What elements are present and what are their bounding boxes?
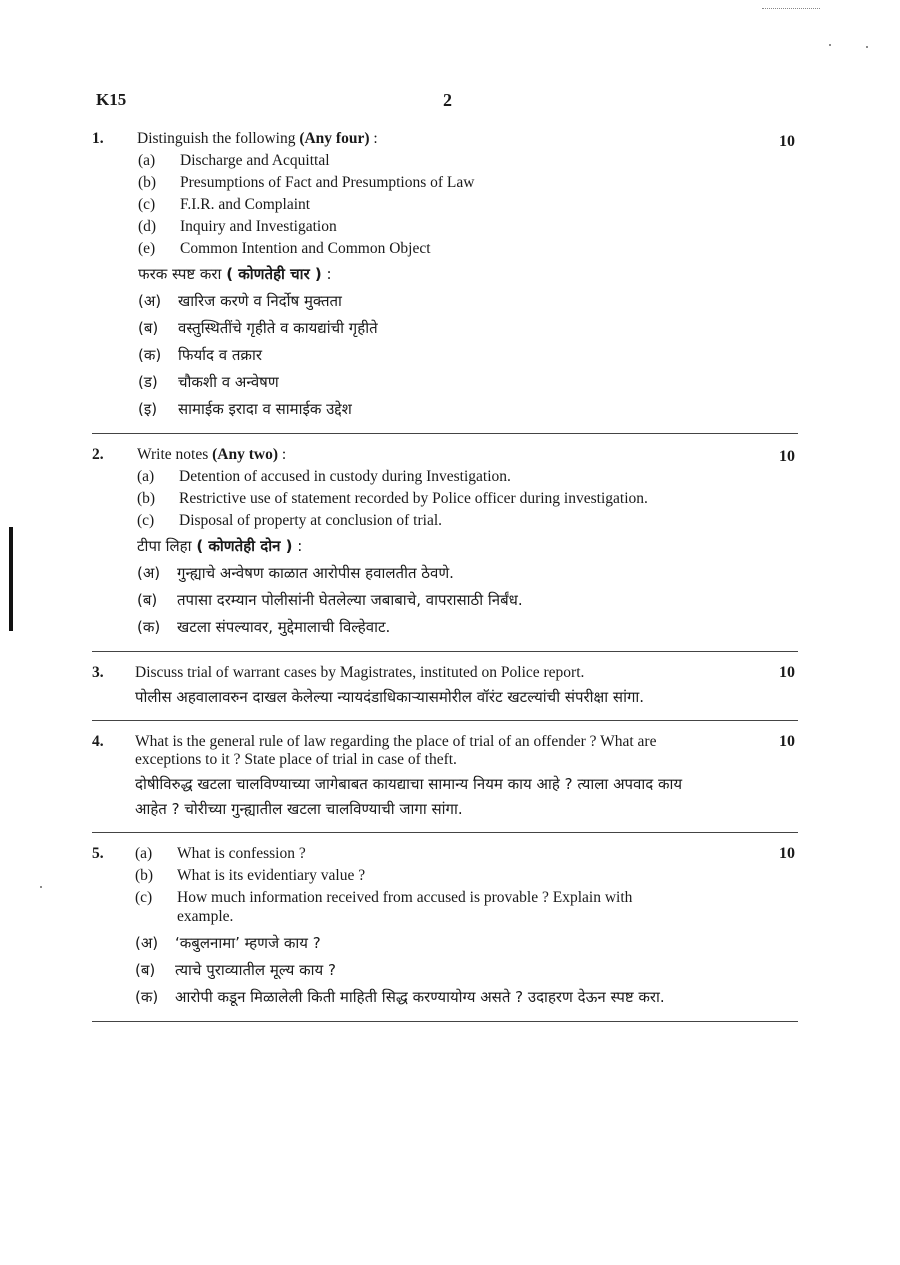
option-label: (b) <box>135 867 154 884</box>
option-item <box>137 468 511 486</box>
option-item-marathi <box>137 563 454 583</box>
question-number: 1. <box>92 130 104 147</box>
option-label: (अ) <box>135 934 159 952</box>
option-label: (ड) <box>138 373 158 391</box>
prompt-emphasis: (Any two) <box>212 446 279 463</box>
prompt-text: टीपा लिहा <box>137 537 192 555</box>
section-divider <box>92 1021 798 1022</box>
option-text: What is confession ? <box>177 845 306 862</box>
option-label: (c) <box>138 196 156 213</box>
option-text: Presumptions of Fact and Presumptions of Law <box>180 174 475 191</box>
scan-speck <box>866 46 868 48</box>
question-text: What is the general rule of law regarding the place of trial of an offender ? What are <box>135 733 657 750</box>
section-divider <box>92 651 798 652</box>
option-item <box>138 196 310 214</box>
option-label: (इ) <box>138 400 158 418</box>
option-item-marathi <box>135 987 665 1007</box>
option-item <box>135 889 632 907</box>
option-item-marathi <box>137 617 390 637</box>
prompt-text: Distinguish the following <box>137 130 296 147</box>
option-text: Detention of accused in custody during Investigation. <box>179 468 511 485</box>
option-text: ‘कबुलनामा’ म्हणजे काय ? <box>175 934 321 952</box>
option-text: Inquiry and Investigation <box>180 218 337 235</box>
option-text: खटला संपल्यावर, मुद्देमालाची विल्हेवाट. <box>177 618 391 636</box>
option-label: (अ) <box>138 292 162 310</box>
option-text: गुन्ह्याचे अन्वेषण काळात आरोपीस हवालतीत ठेवणे. <box>177 564 454 582</box>
scan-mark <box>9 527 13 631</box>
exam-code: K15 <box>96 90 127 109</box>
option-text: How much information received from accused is provable ? Explain with <box>177 889 633 906</box>
option-text: Discharge and Acquittal <box>180 152 330 169</box>
option-text: त्याचे पुराव्यातील मूल्य काय ? <box>175 961 336 979</box>
option-text: खारिज करणे व निर्दोष मुक्तता <box>178 292 342 310</box>
option-item <box>137 490 648 508</box>
option-text: Disposal of property at conclusion of trial. <box>179 512 443 529</box>
option-text: चौकशी व अन्वेषण <box>178 373 279 391</box>
question-marks: 10 <box>779 664 795 681</box>
option-item <box>138 174 474 192</box>
question-number: 4. <box>92 733 104 750</box>
option-item <box>138 152 330 170</box>
prompt-text: फरक स्पष्ट करा <box>138 265 222 283</box>
question-text-marathi: आहेत ? चोरीच्या गुन्ह्यातील खटला चालविण्याची जागा सांगा. <box>135 800 463 818</box>
option-label: (c) <box>135 889 153 906</box>
option-text: वस्तुस्थितींचे गृहीते व कायद्यांची गृहीते <box>178 319 378 337</box>
question-prompt <box>137 446 286 464</box>
option-label: (b) <box>138 174 157 191</box>
option-text: Common Intention and Common Object <box>180 240 431 257</box>
option-item <box>135 867 365 885</box>
question-number: 5. <box>92 845 104 862</box>
option-label: (क) <box>138 346 162 364</box>
scan-speck <box>40 886 42 888</box>
option-item-marathi <box>137 590 523 610</box>
section-divider <box>92 433 798 434</box>
option-item-marathi <box>138 372 279 392</box>
prompt-suffix: : <box>292 537 303 555</box>
option-text: What is its evidentiary value ? <box>177 867 366 884</box>
question-marks: 10 <box>779 133 795 150</box>
prompt-suffix: : <box>278 446 287 463</box>
option-label: (a) <box>137 468 155 485</box>
question-marks: 10 <box>779 448 795 465</box>
option-text: Restrictive use of statement recorded by Police officer during investigation. <box>179 490 648 507</box>
section-divider <box>92 720 798 721</box>
option-label: (क) <box>137 618 161 636</box>
option-label: (क) <box>135 988 159 1006</box>
option-item-continuation: example. <box>177 908 234 925</box>
page-number: 2 <box>443 90 452 110</box>
option-label: (ब) <box>135 961 156 979</box>
option-item-marathi <box>138 345 262 365</box>
option-text: तपासा दरम्यान पोलीसांनी घेतलेल्या जबाबाचे, वापरासाठी निर्बंध. <box>177 591 523 609</box>
option-text: फिर्याद व तक्रार <box>178 346 262 364</box>
option-item-marathi <box>135 933 321 953</box>
option-item <box>138 240 431 258</box>
option-label: (a) <box>135 845 153 862</box>
option-text: F.I.R. and Complaint <box>180 196 311 213</box>
prompt-text: Write notes <box>137 446 209 463</box>
scan-speck <box>762 8 820 9</box>
option-label: (b) <box>137 490 156 507</box>
option-text: आरोपी कडून मिळालेली किती माहिती सिद्ध करण्यायोग्य असते ? उदाहरण देऊन स्पष्ट करा. <box>175 988 665 1006</box>
question-text-marathi: दोषीविरुद्ध खटला चालविण्याच्या जागेबाबत कायद्याचा सामान्य नियम काय आहे ? त्याला अपवाद काय <box>135 775 683 793</box>
option-text: सामाईक इरादा व सामाईक उद्देश <box>178 400 352 418</box>
option-item-marathi <box>138 291 342 311</box>
question-prompt <box>137 130 378 148</box>
question-text-marathi: पोलीस अहवालावरुन दाखल केलेल्या न्यायदंडाधिकाऱ्यासमोरील वॉरंट खटल्यांची संपरीक्षा सांगा. <box>135 688 645 706</box>
option-item-marathi <box>138 399 352 419</box>
question-prompt-marathi <box>137 536 302 556</box>
option-label: (c) <box>137 512 155 529</box>
question-marks: 10 <box>779 845 795 862</box>
option-item <box>137 512 442 530</box>
question-number: 2. <box>92 446 104 463</box>
prompt-emphasis: (Any four) <box>299 130 370 147</box>
option-item <box>138 218 337 236</box>
option-label: (अ) <box>137 564 161 582</box>
option-label: (d) <box>138 218 157 235</box>
question-text: Discuss trial of warrant cases by Magistrates, instituted on Police report. <box>135 664 585 681</box>
option-item-marathi <box>135 960 336 980</box>
prompt-suffix: : <box>321 265 332 283</box>
prompt-emphasis: ( कोणतेही चार ) <box>226 265 322 283</box>
option-label: (ब) <box>138 319 159 337</box>
prompt-emphasis: ( कोणतेही दोन ) <box>196 537 293 555</box>
option-label: (ब) <box>137 591 158 609</box>
option-item <box>135 845 306 863</box>
question-prompt-marathi <box>138 264 332 284</box>
question-text: exceptions to it ? State place of trial in case of theft. <box>135 751 457 768</box>
question-number: 3. <box>92 664 104 681</box>
section-divider <box>92 832 798 833</box>
option-label: (a) <box>138 152 156 169</box>
question-marks: 10 <box>779 733 795 750</box>
option-label: (e) <box>138 240 156 257</box>
scan-speck <box>829 44 831 46</box>
option-item-marathi <box>138 318 378 338</box>
prompt-suffix: : <box>369 130 378 147</box>
